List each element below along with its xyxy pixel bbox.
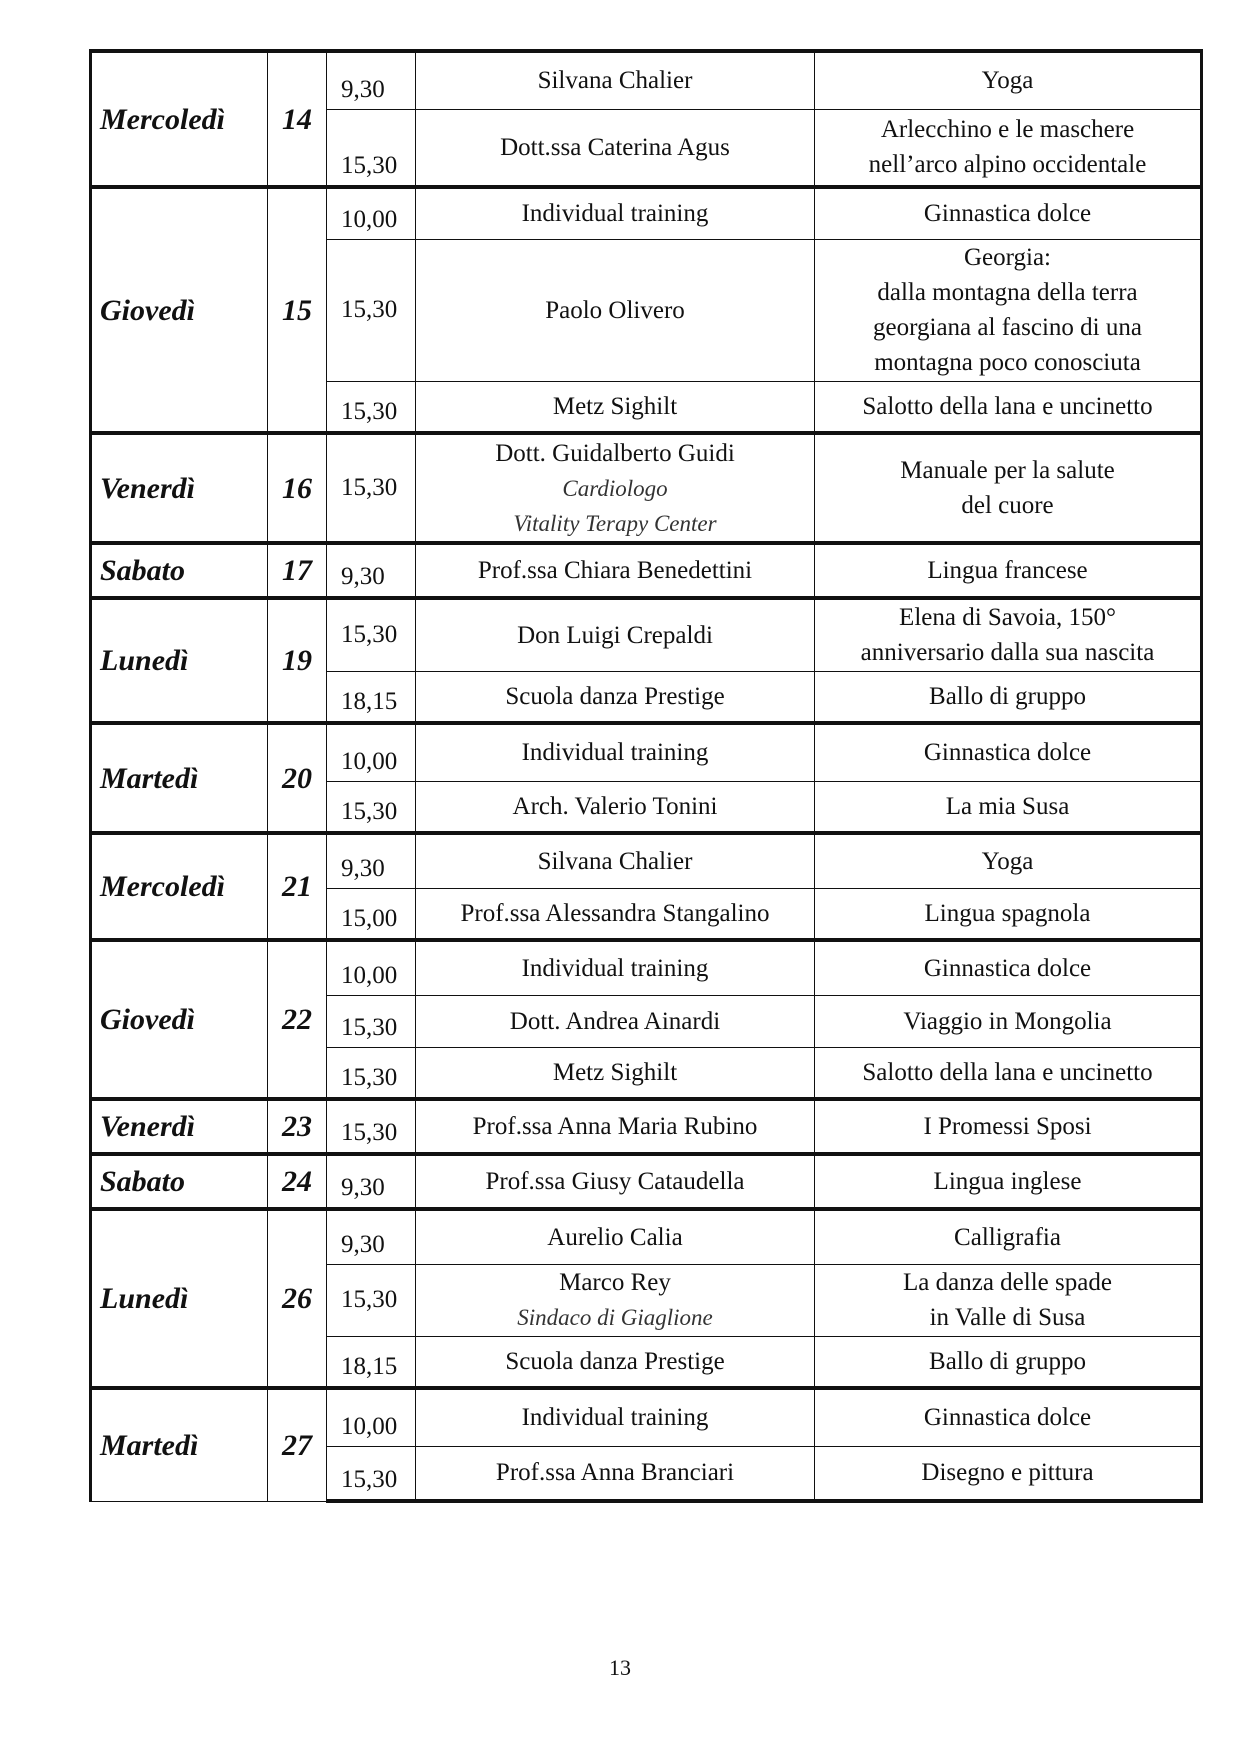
schedule-row bbox=[91, 51, 1202, 109]
speaker-line: Metz Sighilt bbox=[552, 1058, 678, 1086]
time-cell: 9,30 bbox=[327, 1154, 416, 1209]
topic-cell bbox=[815, 1047, 1202, 1099]
speaker-cell bbox=[416, 1154, 815, 1209]
time-cell: 18,15 bbox=[327, 671, 416, 723]
speaker-line: Aurelio Calia bbox=[547, 1223, 683, 1251]
topic-line: Manuale per la salute bbox=[900, 457, 1115, 484]
topic-line: Salotto della lana e uncinetto bbox=[862, 392, 1153, 420]
day-date: 22 bbox=[268, 940, 327, 1099]
time-cell: 15,30 bbox=[327, 109, 416, 187]
topic-cell bbox=[815, 833, 1202, 888]
day-date: 24 bbox=[268, 1154, 327, 1209]
topic-line: Calligrafia bbox=[954, 1223, 1061, 1251]
topic-cell bbox=[815, 187, 1202, 239]
topic-line: in Valle di Susa bbox=[929, 1304, 1086, 1331]
time-cell: 10,00 bbox=[327, 187, 416, 239]
speaker-line: Scuola danza Prestige bbox=[505, 682, 725, 710]
topic-line: Salotto della lana e uncinetto bbox=[862, 1058, 1153, 1086]
speaker-cell bbox=[416, 433, 815, 543]
speaker-cell bbox=[416, 109, 815, 187]
speaker-cell bbox=[416, 598, 815, 671]
schedule-row bbox=[91, 723, 1202, 781]
day-name: Venerdì bbox=[91, 433, 268, 543]
day-name: Lunedì bbox=[91, 1209, 268, 1388]
day-date: 20 bbox=[268, 723, 327, 833]
day-name: Mercoledì bbox=[91, 51, 268, 187]
day-name: Giovedì bbox=[91, 187, 268, 433]
time-cell: 15,30 bbox=[327, 598, 416, 671]
day-name: Giovedì bbox=[91, 940, 268, 1099]
speaker-line: Individual training bbox=[521, 200, 709, 228]
speaker-line: Don Luigi Crepaldi bbox=[517, 621, 713, 649]
speaker-line: Individual training bbox=[521, 954, 709, 982]
speaker-cell bbox=[416, 888, 815, 940]
topic-line: Viaggio in Mongolia bbox=[903, 1007, 1112, 1035]
day-date: 23 bbox=[268, 1099, 327, 1154]
day-name: Mercoledì bbox=[91, 833, 268, 940]
time-cell: 9,30 bbox=[327, 543, 416, 598]
speaker-cell bbox=[416, 543, 815, 598]
time-cell: 9,30 bbox=[327, 833, 416, 888]
speaker-line: Silvana Chalier bbox=[537, 847, 693, 875]
topic-cell bbox=[815, 433, 1202, 543]
speaker-role: Vitality Terapy Center bbox=[513, 510, 717, 536]
schedule-row bbox=[91, 833, 1202, 888]
speaker-line: Individual training bbox=[521, 1404, 709, 1432]
topic-line: Arlecchino e le maschere bbox=[880, 116, 1135, 144]
topic-cell bbox=[815, 1446, 1202, 1501]
speaker-line: Marco Rey bbox=[559, 1269, 671, 1296]
topic-cell bbox=[815, 671, 1202, 723]
time-cell: 9,30 bbox=[327, 51, 416, 109]
speaker-line: Paolo Olivero bbox=[545, 296, 685, 324]
time-cell: 15,30 bbox=[327, 381, 416, 433]
schedule-row bbox=[91, 1154, 1202, 1209]
topic-line: La danza delle spade bbox=[903, 1269, 1112, 1296]
topic-line: Ballo di gruppo bbox=[929, 1347, 1086, 1375]
speaker-line: Scuola danza Prestige bbox=[505, 1347, 725, 1375]
topic-line: Lingua francese bbox=[927, 557, 1088, 584]
topic-line: Disegno e pittura bbox=[921, 1459, 1094, 1487]
speaker-line: Metz Sighilt bbox=[552, 392, 678, 420]
speaker-line: Individual training bbox=[521, 739, 709, 767]
day-name: Martedì bbox=[91, 1388, 268, 1501]
topic-cell bbox=[815, 781, 1202, 833]
speaker-line: Silvana Chalier bbox=[537, 67, 693, 95]
day-date: 15 bbox=[268, 187, 327, 433]
topic-cell bbox=[815, 888, 1202, 940]
schedule-table bbox=[89, 49, 1203, 1503]
topic-cell bbox=[815, 1264, 1202, 1336]
speaker-cell bbox=[416, 995, 815, 1047]
topic-cell bbox=[815, 1388, 1202, 1446]
time-cell: 15,30 bbox=[327, 1264, 416, 1336]
day-date: 27 bbox=[268, 1388, 327, 1501]
topic-cell bbox=[815, 109, 1202, 187]
schedule-row bbox=[91, 940, 1202, 995]
speaker-cell bbox=[416, 1099, 815, 1154]
topic-line: Ginnastica dolce bbox=[923, 200, 1092, 228]
day-date: 19 bbox=[268, 598, 327, 723]
speaker-cell bbox=[416, 1209, 815, 1264]
time-cell: 15,30 bbox=[327, 1446, 416, 1501]
topic-cell bbox=[815, 723, 1202, 781]
time-cell: 10,00 bbox=[327, 1388, 416, 1446]
schedule-row bbox=[91, 1388, 1202, 1446]
day-name: Lunedì bbox=[91, 598, 268, 723]
speaker-cell bbox=[416, 239, 815, 381]
schedule-row bbox=[91, 543, 1202, 598]
topic-line: Ginnastica dolce bbox=[923, 1404, 1092, 1432]
time-cell: 15,30 bbox=[327, 239, 416, 381]
day-name: Martedì bbox=[91, 723, 268, 833]
speaker-cell bbox=[416, 723, 815, 781]
topic-cell bbox=[815, 239, 1202, 381]
time-cell: 15,30 bbox=[327, 781, 416, 833]
topic-line: Lingua spagnola bbox=[924, 899, 1091, 927]
topic-cell bbox=[815, 940, 1202, 995]
speaker-cell bbox=[416, 1047, 815, 1099]
topic-line: Lingua inglese bbox=[933, 1168, 1082, 1195]
schedule-row bbox=[91, 598, 1202, 671]
time-cell: 10,00 bbox=[327, 940, 416, 995]
day-date: 17 bbox=[268, 543, 327, 598]
topic-cell bbox=[815, 1154, 1202, 1209]
schedule-row bbox=[91, 433, 1202, 543]
speaker-cell bbox=[416, 187, 815, 239]
topic-cell bbox=[815, 995, 1202, 1047]
speaker-cell bbox=[416, 1264, 815, 1336]
speaker-role: Cardiologo bbox=[562, 475, 668, 501]
topic-cell bbox=[815, 381, 1202, 433]
topic-line: La mia Susa bbox=[945, 792, 1070, 820]
speaker-role: Sindaco di Giaglione bbox=[517, 1305, 713, 1330]
topic-line: georgiana al fascino di una bbox=[873, 314, 1142, 341]
day-date: 14 bbox=[268, 51, 327, 187]
topic-line: Ballo di gruppo bbox=[929, 682, 1086, 710]
topic-line: dalla montagna della terra bbox=[877, 279, 1138, 306]
time-cell: 15,30 bbox=[327, 1099, 416, 1154]
topic-line: Elena di Savoia, 150° bbox=[899, 604, 1116, 632]
speaker-line: Dott. Andrea Ainardi bbox=[509, 1007, 721, 1035]
speaker-line: Dott.ssa Caterina Agus bbox=[500, 133, 730, 161]
speaker-line: Prof.ssa Giusy Cataudella bbox=[485, 1168, 745, 1195]
speaker-line: Arch. Valerio Tonini bbox=[512, 792, 718, 820]
topic-cell bbox=[815, 51, 1202, 109]
speaker-line: Prof.ssa Alessandra Stangalino bbox=[460, 899, 770, 927]
day-date: 16 bbox=[268, 433, 327, 543]
speaker-cell bbox=[416, 51, 815, 109]
time-cell: 18,15 bbox=[327, 1336, 416, 1388]
topic-line: Yoga bbox=[981, 67, 1034, 95]
speaker-cell bbox=[416, 1336, 815, 1388]
speaker-line: Prof.ssa Chiara Benedettini bbox=[477, 557, 753, 584]
page-number: 13 bbox=[609, 1655, 631, 1680]
topic-line: nell’arco alpino occidentale bbox=[868, 151, 1147, 179]
topic-line: montagna poco conosciuta bbox=[874, 349, 1141, 376]
topic-cell bbox=[815, 543, 1202, 598]
topic-cell bbox=[815, 1336, 1202, 1388]
schedule-row bbox=[91, 1209, 1202, 1264]
topic-line: anniversario dalla sua nascita bbox=[860, 639, 1155, 667]
speaker-cell bbox=[416, 1388, 815, 1446]
topic-line: del cuore bbox=[961, 492, 1054, 519]
speaker-line: Prof.ssa Anna Branciari bbox=[495, 1459, 735, 1487]
topic-line: Georgia: bbox=[963, 244, 1051, 271]
speaker-cell bbox=[416, 671, 815, 723]
speaker-line: Dott. Guidalberto Guidi bbox=[495, 439, 735, 467]
day-name: Sabato bbox=[91, 543, 268, 598]
time-cell: 15,30 bbox=[327, 433, 416, 543]
speaker-line: Prof.ssa Anna Maria Rubino bbox=[472, 1113, 758, 1140]
speaker-cell bbox=[416, 833, 815, 888]
topic-cell bbox=[815, 1099, 1202, 1154]
schedule-row bbox=[91, 187, 1202, 239]
speaker-cell bbox=[416, 1446, 815, 1501]
day-date: 21 bbox=[268, 833, 327, 940]
speaker-cell bbox=[416, 381, 815, 433]
topic-line: Ginnastica dolce bbox=[923, 739, 1092, 767]
time-cell: 15,30 bbox=[327, 1047, 416, 1099]
time-cell: 9,30 bbox=[327, 1209, 416, 1264]
day-name: Venerdì bbox=[91, 1099, 268, 1154]
speaker-cell bbox=[416, 940, 815, 995]
topic-line: Ginnastica dolce bbox=[923, 954, 1092, 982]
topic-line: I Promessi Sposi bbox=[923, 1113, 1092, 1140]
topic-cell bbox=[815, 1209, 1202, 1264]
topic-line: Yoga bbox=[981, 847, 1034, 875]
day-name: Sabato bbox=[91, 1154, 268, 1209]
topic-cell bbox=[815, 598, 1202, 671]
schedule-row bbox=[91, 1099, 1202, 1154]
day-date: 26 bbox=[268, 1209, 327, 1388]
speaker-cell bbox=[416, 781, 815, 833]
time-cell: 10,00 bbox=[327, 723, 416, 781]
time-cell: 15,30 bbox=[327, 995, 416, 1047]
time-cell: 15,00 bbox=[327, 888, 416, 940]
